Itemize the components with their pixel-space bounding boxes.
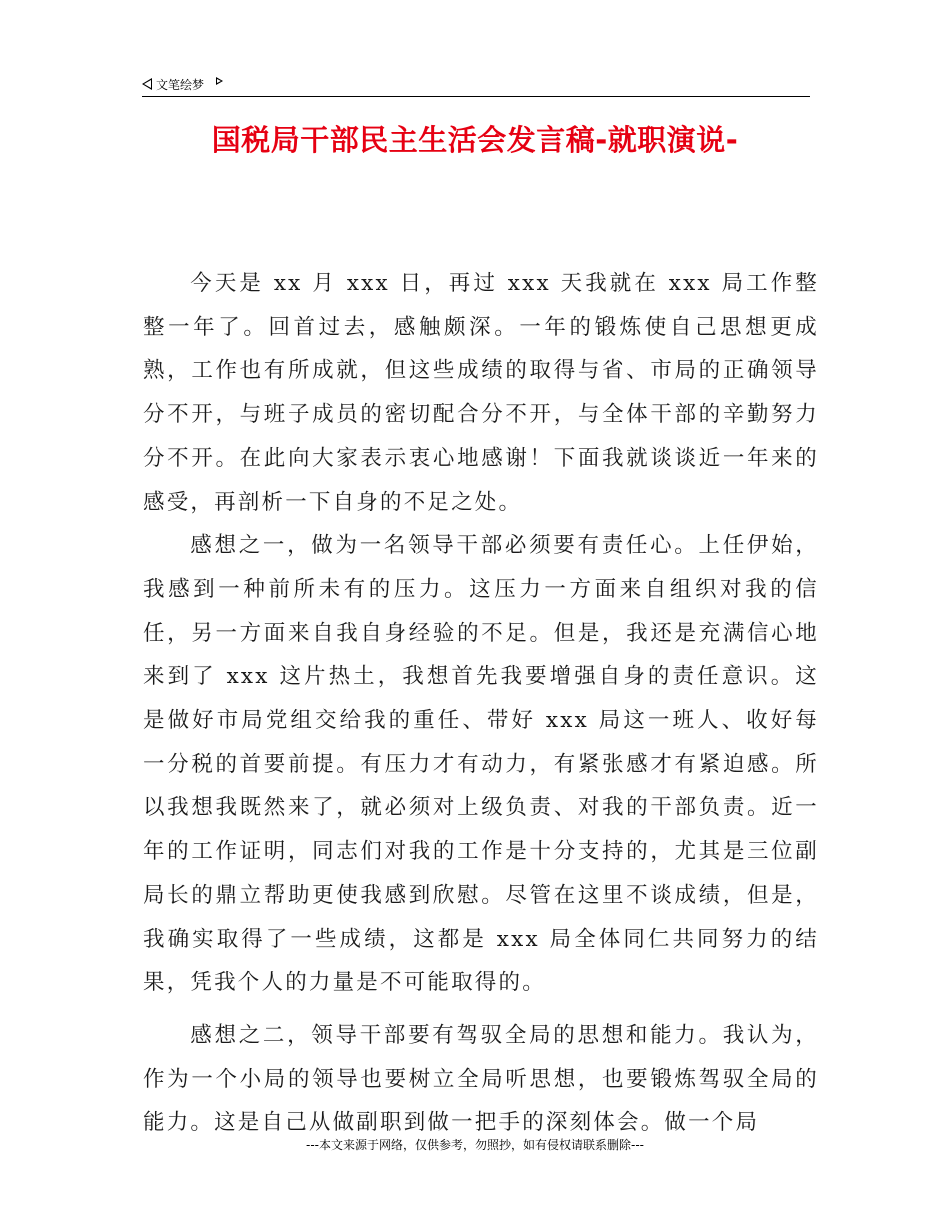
header-brand: 文笔绘梦 xyxy=(156,77,205,92)
triangle-right-icon xyxy=(216,77,223,85)
page-header xyxy=(142,72,810,97)
paragraph: 感想之二，领导干部要有驾驭全局的思想和能力。我认为，作为一个小局的领导也要树立全局听思想，也要锻炼驾驭全局的能力。这是自己从做副职到做一把手的深刻体会。做一个局 xyxy=(143,1022,819,1136)
paragraph: 感想之一，做为一名领导干部必须要有责任心。上任伊始，我感到一种前所未有的压力。这压力一方面来自组织对我的信任，另一方面来自我自身经验的不足。但是，我还是充满信心地来到了 xxx 这片热土，我想首先我要增强自身的责任意识。这是做好市局党组交给我的重任、带好 xxx 局这一班人、收好每一分税的首要前提。有压力才有动力，有紧张感才有紧迫感。所以我想我既然来了，就必须对上级负责、对我的干部负责。近一年的工作证明，同志们对我的工作是十分支持的，尤其是三位副局长的鼎立帮助更使我感到欣慰。尽管在这里不谈成绩，但是，我确实取得了一些成绩，这都是 xxx 局全体同仁共同努力的结果，凭我个人的力量是不可能取得的。 xyxy=(143,533,819,996)
paragraph: 今天是 xx 月 xxx 日，再过 xxx 天我就在 xxx 局工作整整一年了。回首过去，感触颇深。一年的锻炼使自己思想更成熟，工作也有所成就，但这些成绩的取得与省、市局的正确领导分不开，与班子成员的密切配合分不开，与全体干部的辛勤努力分不开。在此向大家表示衷心地感谢！下面我就谈谈近一年来的感受，再剖析一下自身的不足之处。 xyxy=(143,271,819,515)
document-title: 国税局干部民主生活会发言稿-就职演说- xyxy=(211,123,739,157)
document-body xyxy=(143,262,819,1145)
triangle-left-icon xyxy=(142,78,152,90)
footer-notice: ---本文来源于网络，仅供参考，勿照抄，如有侵权请联系删除--- xyxy=(306,1138,644,1152)
